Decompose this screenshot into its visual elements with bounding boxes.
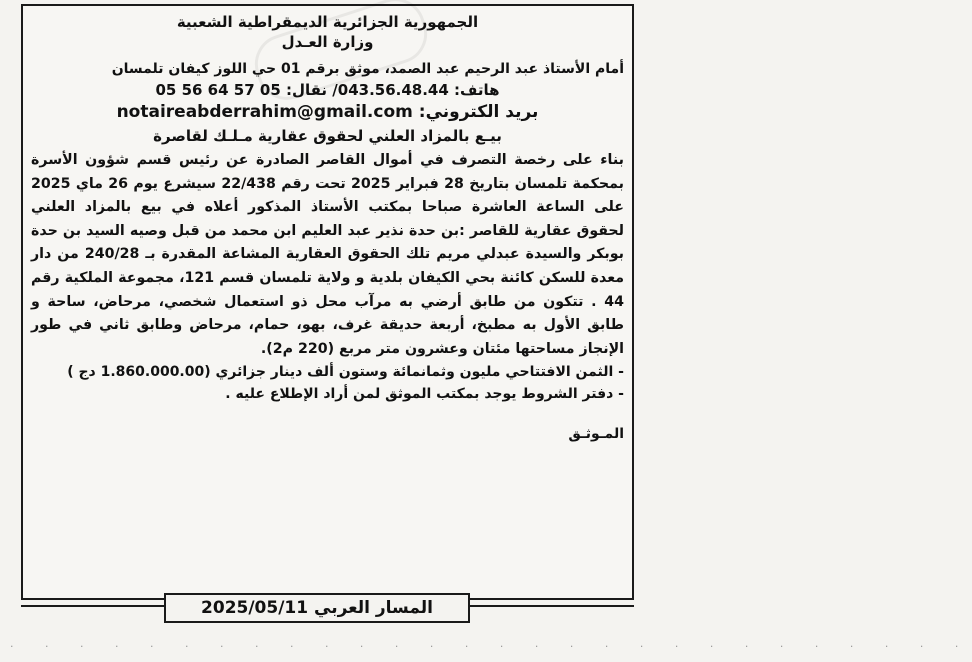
announcement-frame: [21, 4, 634, 600]
publication-name: المسار العربي: [314, 598, 433, 618]
publication-date: 2025/05/11: [201, 598, 309, 618]
email-label: بريد الكتروني:: [418, 102, 539, 122]
ministry-title: وزارة العـدل: [281, 33, 374, 51]
conditions-item: - دفتر الشروط يوجد بمكتب الموثق لمن أراد الإطلاع عليه .: [225, 386, 624, 403]
phone-line: هاتف: 043.56.48.44/ نقال: 05 57 64 56 05: [155, 81, 500, 99]
notary-line: أمام الأستاذ عبد الرحيم عبد الصمد، موثق برقم 01 حي اللوز كيفان تلمسان: [111, 61, 624, 77]
opening-price-item: - الثمن الافتتاحي مليون وثمانمائة وستون ألف دينار جزائري (1.860.000.00 دج ): [67, 364, 624, 381]
republic-title: الجمهورية الجزائرية الديمقراطية الشعبية: [176, 13, 479, 31]
publication-box: [164, 593, 470, 623]
decorative-dots: · · · · · · · · · · · · · · · · · · · · · · · · · · · ·: [10, 640, 972, 653]
notary-signature: المـوثـق: [568, 426, 624, 443]
email-address: notaireabderrahim@gmail.com: [116, 102, 413, 122]
body-paragraph: بناء على رخصة التصرف في أموال القاصر الصادرة عن رئيس قسم شؤون الأسرة بمحكمة تلمسان بتاريخ 28 فبراير 2025 تحت رقم 22/438 سيشرع يوم 26 ماي 2025 على الساعة العاشرة صباحا بمكتب الأستاذ المذكور أعلاه في بيع بالمزاد العلني لحقوق عقارية للقاصر :بن حدة نذير عبد العليم ابن محمد من قبل وصيه السيد بن حدة بوبكر والسيدة عبدلي مريم تلك الحقوق العقارية المشاعة المقدرة بـ 240/28 من دار معدة للسكن كائنة بحي الكيفان بلدية و ولاية تلمسان قسم 121، مجموعة الملكية رقم 44 . تتكون من طابق أرضي به مرآب محل ذو استعمال شخصي، مرحاض، ساحة و طابق الأول به مطبخ، أربعة حديقة غرف، بهو، حمام، مرحاض وطابق ثاني في طور الإنجاز مساحتها مئتان وعشرون متر مربع (220 م2).: [31, 152, 624, 357]
announcement-content: [31, 12, 624, 445]
subject-title: بيـع بالمزاد العلني لحقوق عقارية مـلـك لقاصرة: [153, 127, 502, 145]
email-line: [31, 101, 624, 123]
